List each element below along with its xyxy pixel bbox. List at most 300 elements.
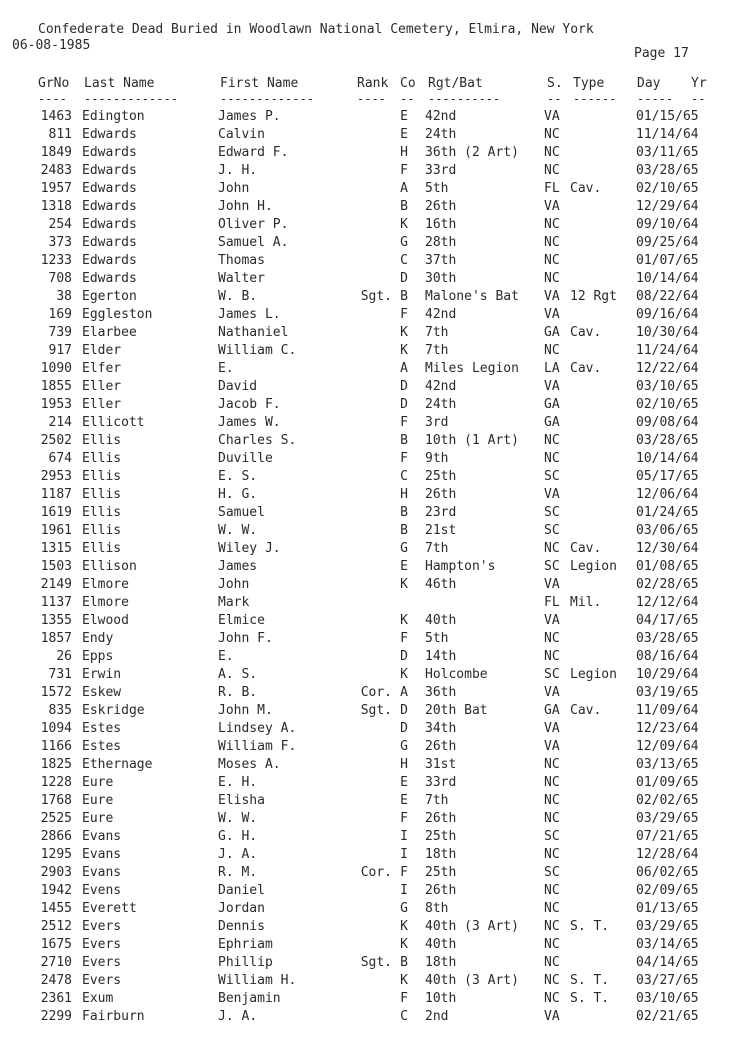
table-row — [0, 270, 750, 288]
cell-regiment-battalion: 10th (1 Art) — [425, 433, 519, 448]
cell-company: K — [400, 667, 408, 682]
cell-first-name: R. B. — [218, 685, 258, 700]
cell-grave-number: 1849 — [40, 145, 72, 160]
cell-grave-number: 1857 — [40, 631, 72, 646]
cell-grave-number: 373 — [48, 235, 72, 250]
table-row — [0, 828, 750, 846]
cell-grave-number: 1187 — [40, 487, 72, 502]
cell-death-date: 01/15/65 — [636, 109, 699, 124]
cell-grave-number: 1503 — [40, 559, 72, 574]
table-row — [0, 162, 750, 180]
cell-regiment-battalion: 30th — [425, 271, 457, 286]
cell-last-name: Edwards — [82, 127, 137, 142]
table-row — [0, 630, 750, 648]
cell-unit-type: Legion — [570, 667, 617, 682]
cell-grave-number: 835 — [48, 703, 72, 718]
table-row — [0, 774, 750, 792]
cell-unit-type: Cav. — [570, 541, 602, 556]
cell-first-name: Ephriam — [218, 937, 273, 952]
cell-company: F — [400, 631, 408, 646]
cell-unit-type: 12 Rgt — [570, 289, 617, 304]
cell-regiment-battalion: 5th — [425, 631, 449, 646]
cell-regiment-battalion: 10th — [425, 991, 457, 1006]
cell-company: I — [400, 883, 408, 898]
table-row — [0, 594, 750, 612]
cell-state: NC — [544, 883, 560, 898]
burial-table — [0, 108, 750, 1026]
table-row — [0, 288, 750, 306]
cell-last-name: Evers — [82, 973, 122, 988]
cell-last-name: Evans — [82, 847, 122, 862]
cell-state: NC — [544, 451, 560, 466]
cell-regiment-battalion: Miles Legion — [425, 361, 519, 376]
cell-state: SC — [544, 829, 560, 844]
cell-first-name: John — [218, 181, 250, 196]
cell-first-name: Elmice — [218, 613, 265, 628]
cell-death-date: 01/08/65 — [636, 559, 699, 574]
cell-state: NC — [544, 127, 560, 142]
cell-last-name: Ellis — [82, 487, 122, 502]
cell-state: NC — [544, 847, 560, 862]
cell-last-name: Elfer — [82, 361, 122, 376]
cell-unit-type: Cav. — [570, 181, 602, 196]
cell-regiment-battalion: 26th — [425, 199, 457, 214]
cell-state: NC — [544, 631, 560, 646]
cell-company: K — [400, 919, 408, 934]
cell-regiment-battalion: 25th — [425, 865, 457, 880]
cell-regiment-battalion: 3rd — [425, 415, 449, 430]
cell-company: G — [400, 235, 408, 250]
cell-first-name: Moses A. — [218, 757, 281, 772]
table-row — [0, 720, 750, 738]
cell-company: K — [400, 343, 408, 358]
cell-regiment-battalion: 23rd — [425, 505, 457, 520]
cell-death-date: 10/14/64 — [636, 271, 699, 286]
cell-grave-number: 1942 — [40, 883, 72, 898]
cell-death-date: 02/10/65 — [636, 397, 699, 412]
cell-first-name: John H. — [218, 199, 273, 214]
cell-grave-number: 1675 — [40, 937, 72, 952]
cell-regiment-battalion: 7th — [425, 325, 449, 340]
cell-first-name: John M. — [218, 703, 273, 718]
cell-last-name: Evans — [82, 865, 122, 880]
cell-state: NC — [544, 991, 560, 1006]
cell-regiment-battalion: 46th — [425, 577, 457, 592]
cell-state: FL — [544, 595, 560, 610]
cell-state: VA — [544, 577, 560, 592]
cell-first-name: John — [218, 577, 250, 592]
table-row — [0, 702, 750, 720]
cell-death-date: 03/11/65 — [636, 145, 699, 160]
table-row — [0, 432, 750, 450]
cell-grave-number: 1355 — [40, 613, 72, 628]
cell-grave-number: 2149 — [40, 577, 72, 592]
cell-first-name: John F. — [218, 631, 273, 646]
cell-first-name: J. A. — [218, 847, 258, 862]
cell-state: SC — [544, 523, 560, 538]
table-row — [0, 864, 750, 882]
cell-first-name: William F. — [218, 739, 297, 754]
cell-state: SC — [544, 505, 560, 520]
cell-rank: Sgt. — [360, 289, 392, 304]
cell-last-name: Epps — [82, 649, 114, 664]
col-rule-rank: ---- — [357, 94, 386, 104]
cell-unit-type: S. T. — [570, 973, 610, 988]
cell-state: GA — [544, 325, 560, 340]
table-row — [0, 324, 750, 342]
cell-first-name: E. H. — [218, 775, 258, 790]
cell-state: VA — [544, 721, 560, 736]
cell-state: NC — [544, 775, 560, 790]
cell-death-date: 12/23/64 — [636, 721, 699, 736]
page-number: Page 17 — [634, 46, 689, 61]
cell-grave-number: 2710 — [40, 955, 72, 970]
cell-regiment-battalion: 42nd — [425, 379, 457, 394]
table-row — [0, 756, 750, 774]
cell-first-name: Thomas — [218, 253, 265, 268]
table-row — [0, 504, 750, 522]
cell-regiment-battalion: 18th — [425, 955, 457, 970]
cell-company: I — [400, 829, 408, 844]
cell-company: H — [400, 757, 408, 772]
cell-grave-number: 731 — [48, 667, 72, 682]
cell-grave-number: 1233 — [40, 253, 72, 268]
cell-last-name: Ellis — [82, 505, 122, 520]
cell-grave-number: 1855 — [40, 379, 72, 394]
cell-last-name: Endy — [82, 631, 114, 646]
cell-regiment-battalion: 28th — [425, 235, 457, 250]
cell-death-date: 01/07/65 — [636, 253, 699, 268]
table-row — [0, 558, 750, 576]
cell-state: VA — [544, 487, 560, 502]
cell-regiment-battalion: 25th — [425, 829, 457, 844]
cell-last-name: Edwards — [82, 217, 137, 232]
cell-first-name: Calvin — [218, 127, 265, 142]
cell-first-name: Charles S. — [218, 433, 297, 448]
cell-last-name: Eller — [82, 379, 122, 394]
cell-grave-number: 1166 — [40, 739, 72, 754]
cell-state: VA — [544, 307, 560, 322]
cell-grave-number: 1768 — [40, 793, 72, 808]
cell-first-name: James W. — [218, 415, 281, 430]
cell-first-name: Jordan — [218, 901, 265, 916]
cell-state: NC — [544, 271, 560, 286]
cell-grave-number: 811 — [48, 127, 72, 142]
cell-regiment-battalion: 37th — [425, 253, 457, 268]
table-row — [0, 486, 750, 504]
cell-company: F — [400, 991, 408, 1006]
cell-death-date: 12/06/64 — [636, 487, 699, 502]
col-header-day: Day — [637, 76, 661, 91]
cell-regiment-battalion: 24th — [425, 397, 457, 412]
cell-death-date: 10/29/64 — [636, 667, 699, 682]
cell-last-name: Estes — [82, 721, 122, 736]
cell-grave-number: 169 — [48, 307, 72, 322]
cell-state: NC — [544, 955, 560, 970]
cell-regiment-battalion: 26th — [425, 883, 457, 898]
col-header-type: Type — [573, 76, 605, 91]
cell-regiment-battalion: 8th — [425, 901, 449, 916]
col-rule-type: ------ — [573, 94, 617, 104]
cell-first-name: E. — [218, 649, 234, 664]
cell-state: VA — [544, 1009, 560, 1024]
cell-last-name: Eure — [82, 811, 114, 826]
cell-regiment-battalion: 14th — [425, 649, 457, 664]
cell-regiment-battalion: 21st — [425, 523, 457, 538]
cell-last-name: Elder — [82, 343, 122, 358]
cell-regiment-battalion: 33rd — [425, 163, 457, 178]
cell-state: VA — [544, 379, 560, 394]
cell-grave-number: 1961 — [40, 523, 72, 538]
cell-state: VA — [544, 685, 560, 700]
cell-regiment-battalion: 40th (3 Art) — [425, 919, 519, 934]
cell-state: NC — [544, 217, 560, 232]
cell-company: C — [400, 1009, 408, 1024]
table-row — [0, 612, 750, 630]
table-row — [0, 666, 750, 684]
cell-death-date: 12/29/64 — [636, 199, 699, 214]
col-rule-grno: ---- — [38, 94, 67, 104]
table-row — [0, 936, 750, 954]
cell-death-date: 10/14/64 — [636, 451, 699, 466]
cell-last-name: Estes — [82, 739, 122, 754]
cell-regiment-battalion: 34th — [425, 721, 457, 736]
cell-state: NC — [544, 235, 560, 250]
col-header-yr: Yr — [691, 76, 707, 91]
cell-death-date: 09/25/64 — [636, 235, 699, 250]
cell-last-name: Eure — [82, 793, 114, 808]
table-row — [0, 972, 750, 990]
cell-regiment-battalion: 20th Bat — [425, 703, 488, 718]
cell-last-name: Eskew — [82, 685, 122, 700]
col-rule-day: ----- — [637, 94, 674, 104]
cell-company: A — [400, 685, 408, 700]
cell-grave-number: 2478 — [40, 973, 72, 988]
col-header-rgt-bat: Rgt/Bat — [428, 76, 483, 91]
cell-death-date: 01/09/65 — [636, 775, 699, 790]
cell-company: G — [400, 739, 408, 754]
table-row — [0, 810, 750, 828]
cell-company: F — [400, 415, 408, 430]
cell-first-name: J. A. — [218, 1009, 258, 1024]
cell-regiment-battalion: 26th — [425, 739, 457, 754]
cell-first-name: Jacob F. — [218, 397, 281, 412]
cell-last-name: Evers — [82, 955, 122, 970]
table-row — [0, 1008, 750, 1026]
cell-last-name: Edwards — [82, 163, 137, 178]
cell-grave-number: 917 — [48, 343, 72, 358]
cell-grave-number: 1137 — [40, 595, 72, 610]
cell-first-name: G. H. — [218, 829, 258, 844]
cell-regiment-battalion: 36th — [425, 685, 457, 700]
cell-death-date: 12/28/64 — [636, 847, 699, 862]
cell-company: F — [400, 163, 408, 178]
cell-last-name: Edwards — [82, 145, 137, 160]
cell-grave-number: 1090 — [40, 361, 72, 376]
cell-company: D — [400, 379, 408, 394]
table-row — [0, 990, 750, 1008]
cell-state: NC — [544, 973, 560, 988]
table-row — [0, 900, 750, 918]
cell-unit-type: Legion — [570, 559, 617, 574]
cell-regiment-battalion: 40th — [425, 937, 457, 952]
cell-company: K — [400, 937, 408, 952]
table-row — [0, 792, 750, 810]
cell-grave-number: 1295 — [40, 847, 72, 862]
cell-first-name: Elisha — [218, 793, 265, 808]
cell-company: A — [400, 361, 408, 376]
cell-death-date: 02/28/65 — [636, 577, 699, 592]
cell-company: D — [400, 271, 408, 286]
cell-last-name: Eskridge — [82, 703, 145, 718]
cell-death-date: 08/22/64 — [636, 289, 699, 304]
cell-regiment-battalion: 7th — [425, 343, 449, 358]
cell-first-name: Walter — [218, 271, 265, 286]
cell-last-name: Evers — [82, 937, 122, 952]
cell-state: GA — [544, 703, 560, 718]
cell-first-name: J. H. — [218, 163, 258, 178]
table-row — [0, 918, 750, 936]
cell-state: FL — [544, 181, 560, 196]
cell-regiment-battalion: 33rd — [425, 775, 457, 790]
cell-death-date: 03/29/65 — [636, 919, 699, 934]
cell-company: F — [400, 451, 408, 466]
cell-death-date: 08/16/64 — [636, 649, 699, 664]
cell-last-name: Evens — [82, 883, 122, 898]
table-row — [0, 396, 750, 414]
cell-death-date: 01/24/65 — [636, 505, 699, 520]
cell-company: E — [400, 775, 408, 790]
cell-last-name: Fairburn — [82, 1009, 145, 1024]
cell-first-name: W. W. — [218, 523, 258, 538]
cell-death-date: 11/14/64 — [636, 127, 699, 142]
cell-death-date: 02/10/65 — [636, 181, 699, 196]
cell-first-name: James P. — [218, 109, 281, 124]
cell-regiment-battalion: 42nd — [425, 109, 457, 124]
col-rule-first-name: ------------- — [220, 94, 314, 104]
cell-last-name: Eller — [82, 397, 122, 412]
cell-company: K — [400, 325, 408, 340]
cell-grave-number: 1228 — [40, 775, 72, 790]
cell-company: E — [400, 127, 408, 142]
cell-regiment-battalion: 26th — [425, 811, 457, 826]
cell-company: C — [400, 253, 408, 268]
cell-last-name: Ellicott — [82, 415, 145, 430]
cell-state: NC — [544, 541, 560, 556]
cell-death-date: 09/10/64 — [636, 217, 699, 232]
table-row — [0, 846, 750, 864]
table-row — [0, 144, 750, 162]
col-rule-co: -- — [400, 94, 415, 104]
cell-grave-number: 2502 — [40, 433, 72, 448]
col-header-co: Co — [400, 76, 416, 91]
cell-grave-number: 2299 — [40, 1009, 72, 1024]
cell-unit-type: Cav. — [570, 703, 602, 718]
cell-state: NC — [544, 937, 560, 952]
cell-death-date: 03/28/65 — [636, 163, 699, 178]
cell-last-name: Ellis — [82, 523, 122, 538]
col-header-rank: Rank — [357, 76, 389, 91]
cell-death-date: 03/27/65 — [636, 973, 699, 988]
cell-grave-number: 1825 — [40, 757, 72, 772]
cell-death-date: 09/16/64 — [636, 307, 699, 322]
cell-last-name: Elarbee — [82, 325, 137, 340]
cell-last-name: Edwards — [82, 271, 137, 286]
cell-grave-number: 739 — [48, 325, 72, 340]
cell-unit-type: S. T. — [570, 991, 610, 1006]
cell-rank: Sgt. — [360, 955, 392, 970]
cell-grave-number: 1463 — [40, 109, 72, 124]
col-rule-last-name: ------------- — [84, 94, 178, 104]
cell-death-date: 07/21/65 — [636, 829, 699, 844]
cell-regiment-battalion: Holcombe — [425, 667, 488, 682]
cell-first-name: Nathaniel — [218, 325, 289, 340]
cell-death-date: 03/19/65 — [636, 685, 699, 700]
table-row — [0, 108, 750, 126]
cell-unit-type: Cav. — [570, 361, 602, 376]
cell-state: NC — [544, 163, 560, 178]
cell-last-name: Ellison — [82, 559, 137, 574]
cell-company: H — [400, 487, 408, 502]
cell-state: GA — [544, 415, 560, 430]
cell-company: B — [400, 523, 408, 538]
cell-last-name: Ellis — [82, 541, 122, 556]
table-row — [0, 882, 750, 900]
cell-company: D — [400, 721, 408, 736]
cell-company: B — [400, 289, 408, 304]
cell-death-date: 03/14/65 — [636, 937, 699, 952]
cell-grave-number: 2525 — [40, 811, 72, 826]
col-header-grno: GrNo — [38, 76, 70, 91]
cell-grave-number: 2361 — [40, 991, 72, 1006]
cell-regiment-battalion: 31st — [425, 757, 457, 772]
cell-last-name: Edwards — [82, 235, 137, 250]
cell-grave-number: 1318 — [40, 199, 72, 214]
cell-company: E — [400, 793, 408, 808]
cell-first-name: E. S. — [218, 469, 258, 484]
cell-rank: Sgt. — [360, 703, 392, 718]
table-row — [0, 522, 750, 540]
cell-last-name: Edwards — [82, 253, 137, 268]
cell-first-name: Oliver P. — [218, 217, 289, 232]
cell-first-name: Benjamin — [218, 991, 281, 1006]
cell-grave-number: 254 — [48, 217, 72, 232]
cell-state: SC — [544, 559, 560, 574]
cell-regiment-battalion: 36th (2 Art) — [425, 145, 519, 160]
cell-first-name: Daniel — [218, 883, 265, 898]
cell-grave-number: 1094 — [40, 721, 72, 736]
cell-first-name: William H. — [218, 973, 297, 988]
cell-last-name: Evans — [82, 829, 122, 844]
cell-company: G — [400, 901, 408, 916]
col-rule-yr: -- — [691, 94, 706, 104]
cell-last-name: Elwood — [82, 613, 129, 628]
cell-first-name: Mark — [218, 595, 250, 610]
cell-last-name: Evers — [82, 919, 122, 934]
table-row — [0, 252, 750, 270]
cell-grave-number: 214 — [48, 415, 72, 430]
table-row — [0, 342, 750, 360]
cell-grave-number: 1455 — [40, 901, 72, 916]
cell-state: SC — [544, 667, 560, 682]
cell-grave-number: 674 — [48, 451, 72, 466]
table-row — [0, 180, 750, 198]
cell-company: D — [400, 397, 408, 412]
cell-company: H — [400, 145, 408, 160]
cell-company: A — [400, 181, 408, 196]
cell-last-name: Eggleston — [82, 307, 153, 322]
cell-regiment-battalion: 26th — [425, 487, 457, 502]
